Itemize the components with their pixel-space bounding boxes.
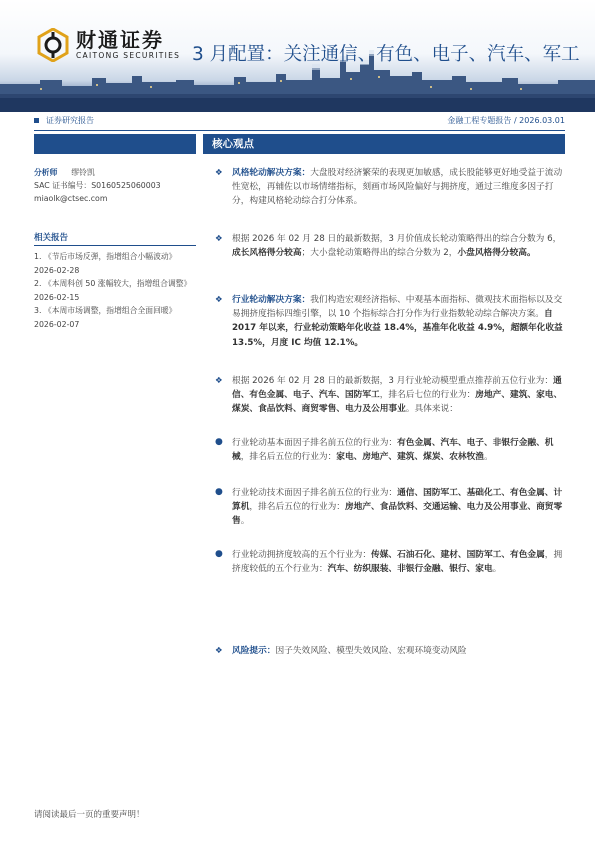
bold-text: 传媒、石油石化、建材、国防军工、有色金属 [371, 550, 545, 560]
dot-bullet-icon: ● [215, 437, 223, 447]
related-report-item[interactable] [34, 250, 196, 277]
report-type-date: 金融工程专题报告 / 2026.03.01 [447, 116, 565, 125]
keyword: 行业轮动解决方案： [232, 295, 311, 305]
related-report-date: 2026-02-15 [34, 292, 80, 302]
related-report-item[interactable] [34, 304, 196, 331]
bold-text: 房地产、建筑、家电、煤炭、食品饮料、商贸零售、电力及公用事业 [232, 390, 563, 415]
header-divider [34, 130, 565, 131]
keyword: 风险提示： [232, 646, 276, 656]
paragraph-risk [203, 644, 565, 658]
paragraph-text: ；大小盘轮动策略得出的综合分数为 2， [301, 248, 458, 259]
bold-text: 自 2017 年以来，行业轮动策略年化收益 18.4%，基准年化收益 4.9%，超额年化收益 13.5%，月度 IC 均值 12.1%。 [232, 309, 563, 348]
diamond-bullet-icon: ❖ [215, 646, 223, 656]
diamond-bullet-icon: ❖ [215, 168, 223, 178]
square-bullet-icon [34, 118, 39, 123]
diamond-bullet-icon: ❖ [215, 295, 223, 305]
paragraph-style-rotation [203, 166, 565, 209]
paragraph-technical-factor [203, 486, 565, 529]
paragraph-text: 。具体来说： [405, 404, 458, 415]
bold-text: 汽车、纺织服装、非银行金融、银行、家电 [327, 564, 493, 575]
paragraph-text: 根据 2026 年 02 月 28 日的最新数据，3 月价值成长轮动策略得出的综合分数为 6， [232, 234, 562, 244]
paragraph-style-result [203, 232, 565, 260]
analyst-name: 缪铃凯 [71, 168, 95, 177]
disclaimer-footer: 请阅读最后一页的重要声明！ [34, 810, 145, 820]
paragraph-text: ，排名后七位的行业为： [379, 390, 476, 401]
paragraph-text: ，排名后五位的行业为： [240, 452, 337, 463]
bold-text: 成长风格得分较高 [232, 248, 302, 259]
paragraph-text: 。 [240, 516, 250, 527]
related-reports-list [34, 250, 196, 331]
paragraph-text: 行业轮动基本面因子排名前五位的行业为： [232, 438, 398, 448]
related-report-title[interactable]: 3. 《本周市场调整，指增组合全面回暖》 [34, 306, 177, 315]
keyword: 风格轮动解决方案： [232, 168, 311, 178]
related-report-date: 2026-02-07 [34, 319, 80, 329]
report-title: 3 月配置：关注通信、有色、电子、汽车、军工 [192, 44, 580, 65]
report-meta-bar [34, 115, 565, 129]
dot-bullet-icon: ● [215, 487, 223, 497]
bold-text: 家电、房地产、建筑、煤炭、农林牧渔 [336, 452, 484, 463]
analyst-email[interactable]: miaolk@ctsec.com [34, 194, 108, 203]
related-report-date: 2026-02-28 [34, 265, 80, 275]
analyst-info [34, 166, 196, 205]
paragraph-industry-rotation [203, 293, 565, 350]
logo-emblem-icon [36, 28, 70, 62]
paragraph-text: 行业轮动拥挤度较高的五个行业为： [232, 550, 371, 560]
core-view-title: 核心观点 [203, 134, 565, 154]
logo-chinese-name: 财通证券 [76, 28, 164, 52]
diamond-bullet-icon: ❖ [215, 234, 223, 244]
bold-text: 通信、国防军工、基础化工、有色金属、计算机 [232, 488, 563, 513]
related-reports-title: 相关报告 [34, 231, 196, 246]
report-category: 证券研究报告 [46, 116, 94, 125]
company-logo [36, 28, 180, 62]
paragraph-industry-result [203, 374, 565, 417]
logo-english-name: CAITONG SECURITIES [76, 51, 181, 60]
paragraph-crowding [203, 548, 565, 576]
related-report-title[interactable]: 1. 《节后市场反弹，指增组合小幅波动》 [34, 252, 177, 261]
diamond-bullet-icon: ❖ [215, 376, 223, 386]
bold-text: 小盘风格得分较高。 [457, 248, 536, 259]
paragraph-text: 根据 2026 年 02 月 28 日的最新数据，3 月行业轮动模型重点推荐前五位行业为： [232, 376, 554, 386]
paragraph-text: 大盘股对经济繁荣的表现更加敏感，成长股能够更好地受益于流动性宽松，再辅佐以市场情绪指标，刻画市场风险偏好与拥挤度，通过三维度多因子打分，构建风格轮动综合打分体系。 [232, 168, 563, 207]
sidebar [34, 134, 196, 331]
bold-text: 有色金属、汽车、电子、非银行金融、机械 [232, 438, 554, 463]
paragraph-text: 。 [483, 452, 493, 463]
sidebar-header-bar [34, 134, 196, 154]
paragraph-text: ，拥挤度较低的五个行业为： [232, 550, 563, 575]
bold-text: 通信、有色金属、电子、汽车、国防军工 [232, 376, 562, 401]
paragraph-text: 我们构造宏观经济指标、中观基本面指标、微观技术面指标以及交易拥挤度指标四维引擎，以 10 个指标综合打分作为行业指数轮动综合解决方案。 [232, 295, 563, 320]
paragraph-text: ，排名后五位的行业为： [249, 502, 345, 513]
analyst-role: 分析师 [34, 168, 58, 177]
analyst-sac: SAC 证书编号：S0160525060003 [34, 181, 161, 190]
paragraph-fundamental-factor [203, 436, 565, 464]
related-report-item[interactable] [34, 277, 196, 304]
paragraph-text: 。 [492, 564, 502, 575]
main-content [203, 134, 565, 656]
paragraph-text: 因子失效风险、模型失效风险、宏观环境变动风险 [275, 646, 467, 656]
bold-text: 房地产、食品饮料、交通运输、电力及公用事业、商贸零售 [232, 502, 563, 527]
paragraph-text: 行业轮动技术面因子排名前五位的行业为： [232, 488, 398, 498]
report-header [0, 0, 595, 112]
related-report-title[interactable]: 2. 《本周科创 50 涨幅较大，指增组合调整》 [34, 279, 192, 288]
dot-bullet-icon: ● [215, 549, 223, 559]
